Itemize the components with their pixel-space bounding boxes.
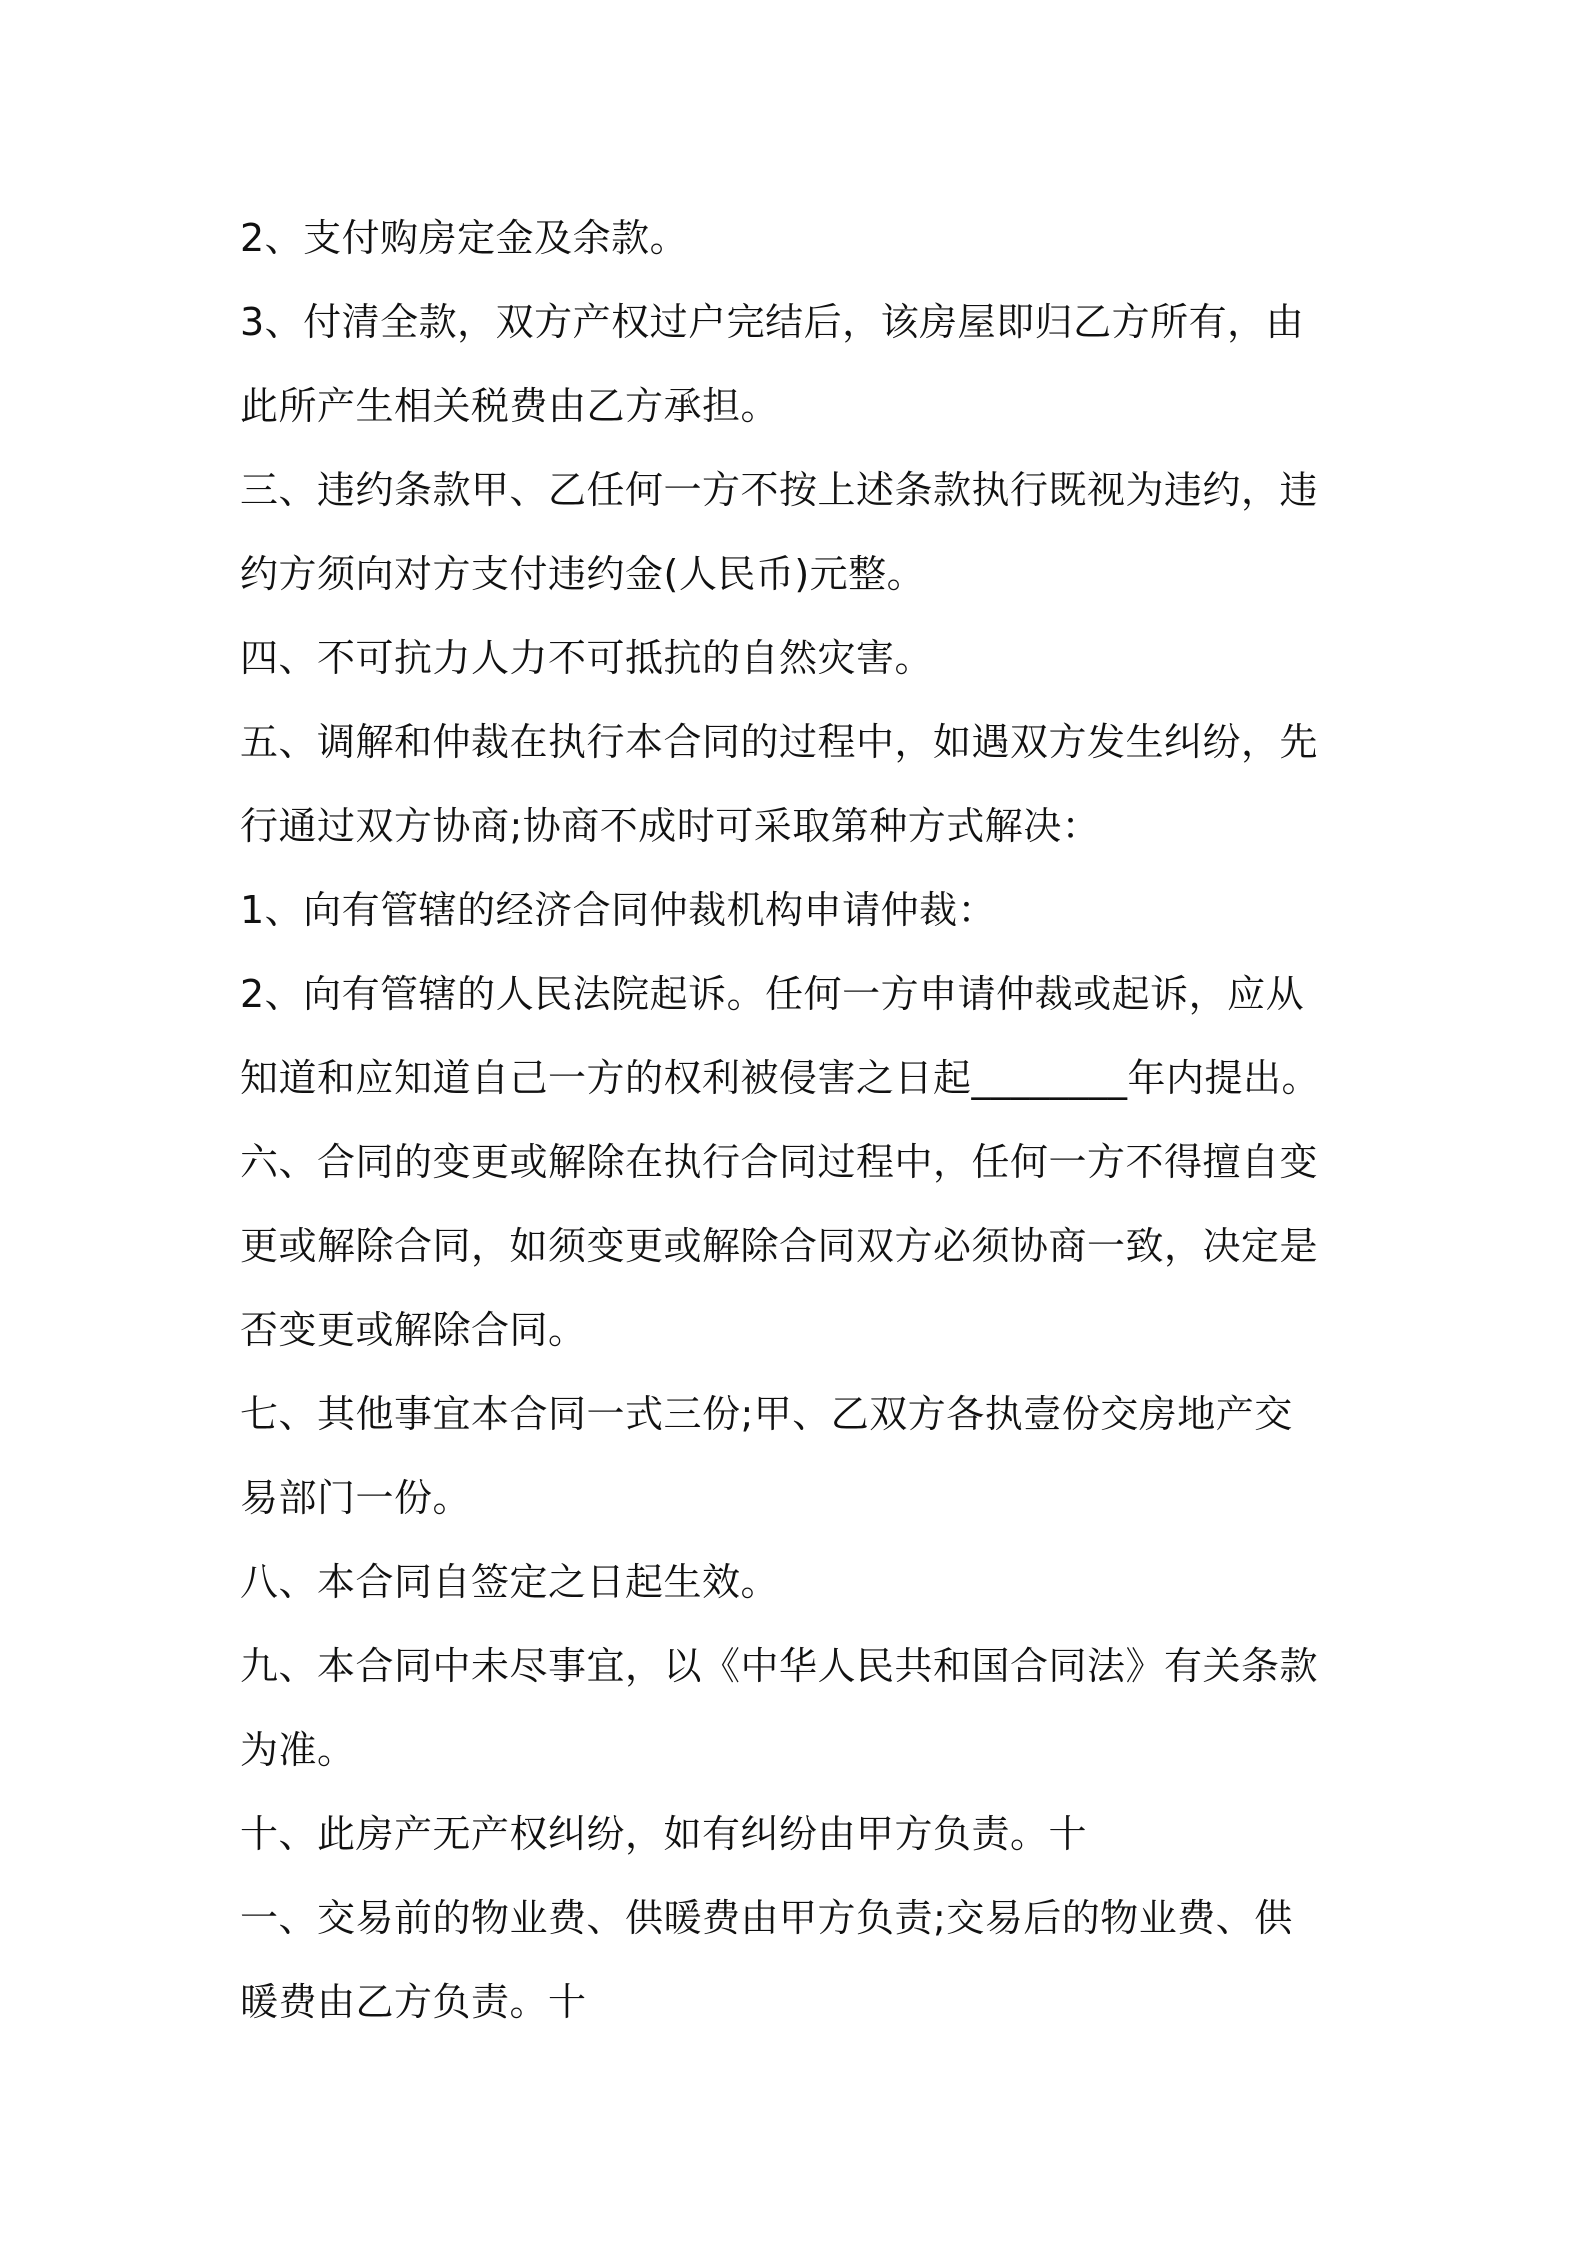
- section-3-breach-line-1: 三、违约条款甲、乙任何一方不按上述条款执行既视为违约，违: [240, 468, 1319, 512]
- section-5-mediation-line-2: 行通过双方协商;协商不成时可采取第种方式解决：: [240, 804, 1101, 848]
- section-6-modification-line-3: 否变更或解除合同。: [240, 1308, 587, 1352]
- clause-2-payment: 2、支付购房定金及余款。: [240, 216, 689, 260]
- section-5-option-1: 1、向有管辖的经济合同仲裁机构申请仲裁：: [240, 888, 997, 932]
- section-6-modification-line-1: 六、合同的变更或解除在执行合同过程中，任何一方不得擅自变: [240, 1140, 1319, 1184]
- section-7-other-line-1: 七、其他事宜本合同一式三份;甲、乙双方各执壹份交房地产交: [240, 1392, 1293, 1436]
- section-9-unresolved-line-2: 为准。: [240, 1728, 356, 1772]
- section-6-modification-line-2: 更或解除合同，如须变更或解除合同双方必须协商一致，决定是: [240, 1224, 1319, 1268]
- section-9-unresolved-line-1: 九、本合同中未尽事宜，以《中华人民共和国合同法》有关条款: [240, 1644, 1319, 1688]
- section-5-option-2-line-1: 2、向有管辖的人民法院起诉。任何一方申请仲裁或起诉，应从: [240, 972, 1305, 1016]
- section-11-fees-line-1: 一、交易前的物业费、供暖费由甲方负责;交易后的物业费、供: [240, 1896, 1293, 1940]
- section-7-other-line-2: 易部门一份。: [240, 1476, 472, 1520]
- section-5-option-2-line-2: 知道和应知道自己一方的权利被侵害之日起________年内提出。: [240, 1056, 1321, 1100]
- section-3-breach-line-2: 约方须向对方支付违约金(人民币)元整。: [240, 552, 926, 596]
- section-11-fees-line-2: 暖费由乙方负责。十: [240, 1980, 587, 2024]
- section-8-effective: 八、本合同自签定之日起生效。: [240, 1560, 780, 1604]
- section-4-force-majeure: 四、不可抗力人力不可抵抗的自然灾害。: [240, 636, 934, 680]
- clause-3-line-2: 此所产生相关税费由乙方承担。: [240, 384, 780, 428]
- section-5-mediation-line-1: 五、调解和仲裁在执行本合同的过程中，如遇双方发生纠纷，先: [240, 720, 1319, 764]
- section-10-title-dispute: 十、此房产无产权纠纷，如有纠纷由甲方负责。十: [240, 1812, 1088, 1856]
- clause-3-line-1: 3、付清全款，双方产权过户完结后，该房屋即归乙方所有，由: [240, 300, 1305, 344]
- contract-body: [240, 196, 1380, 2044]
